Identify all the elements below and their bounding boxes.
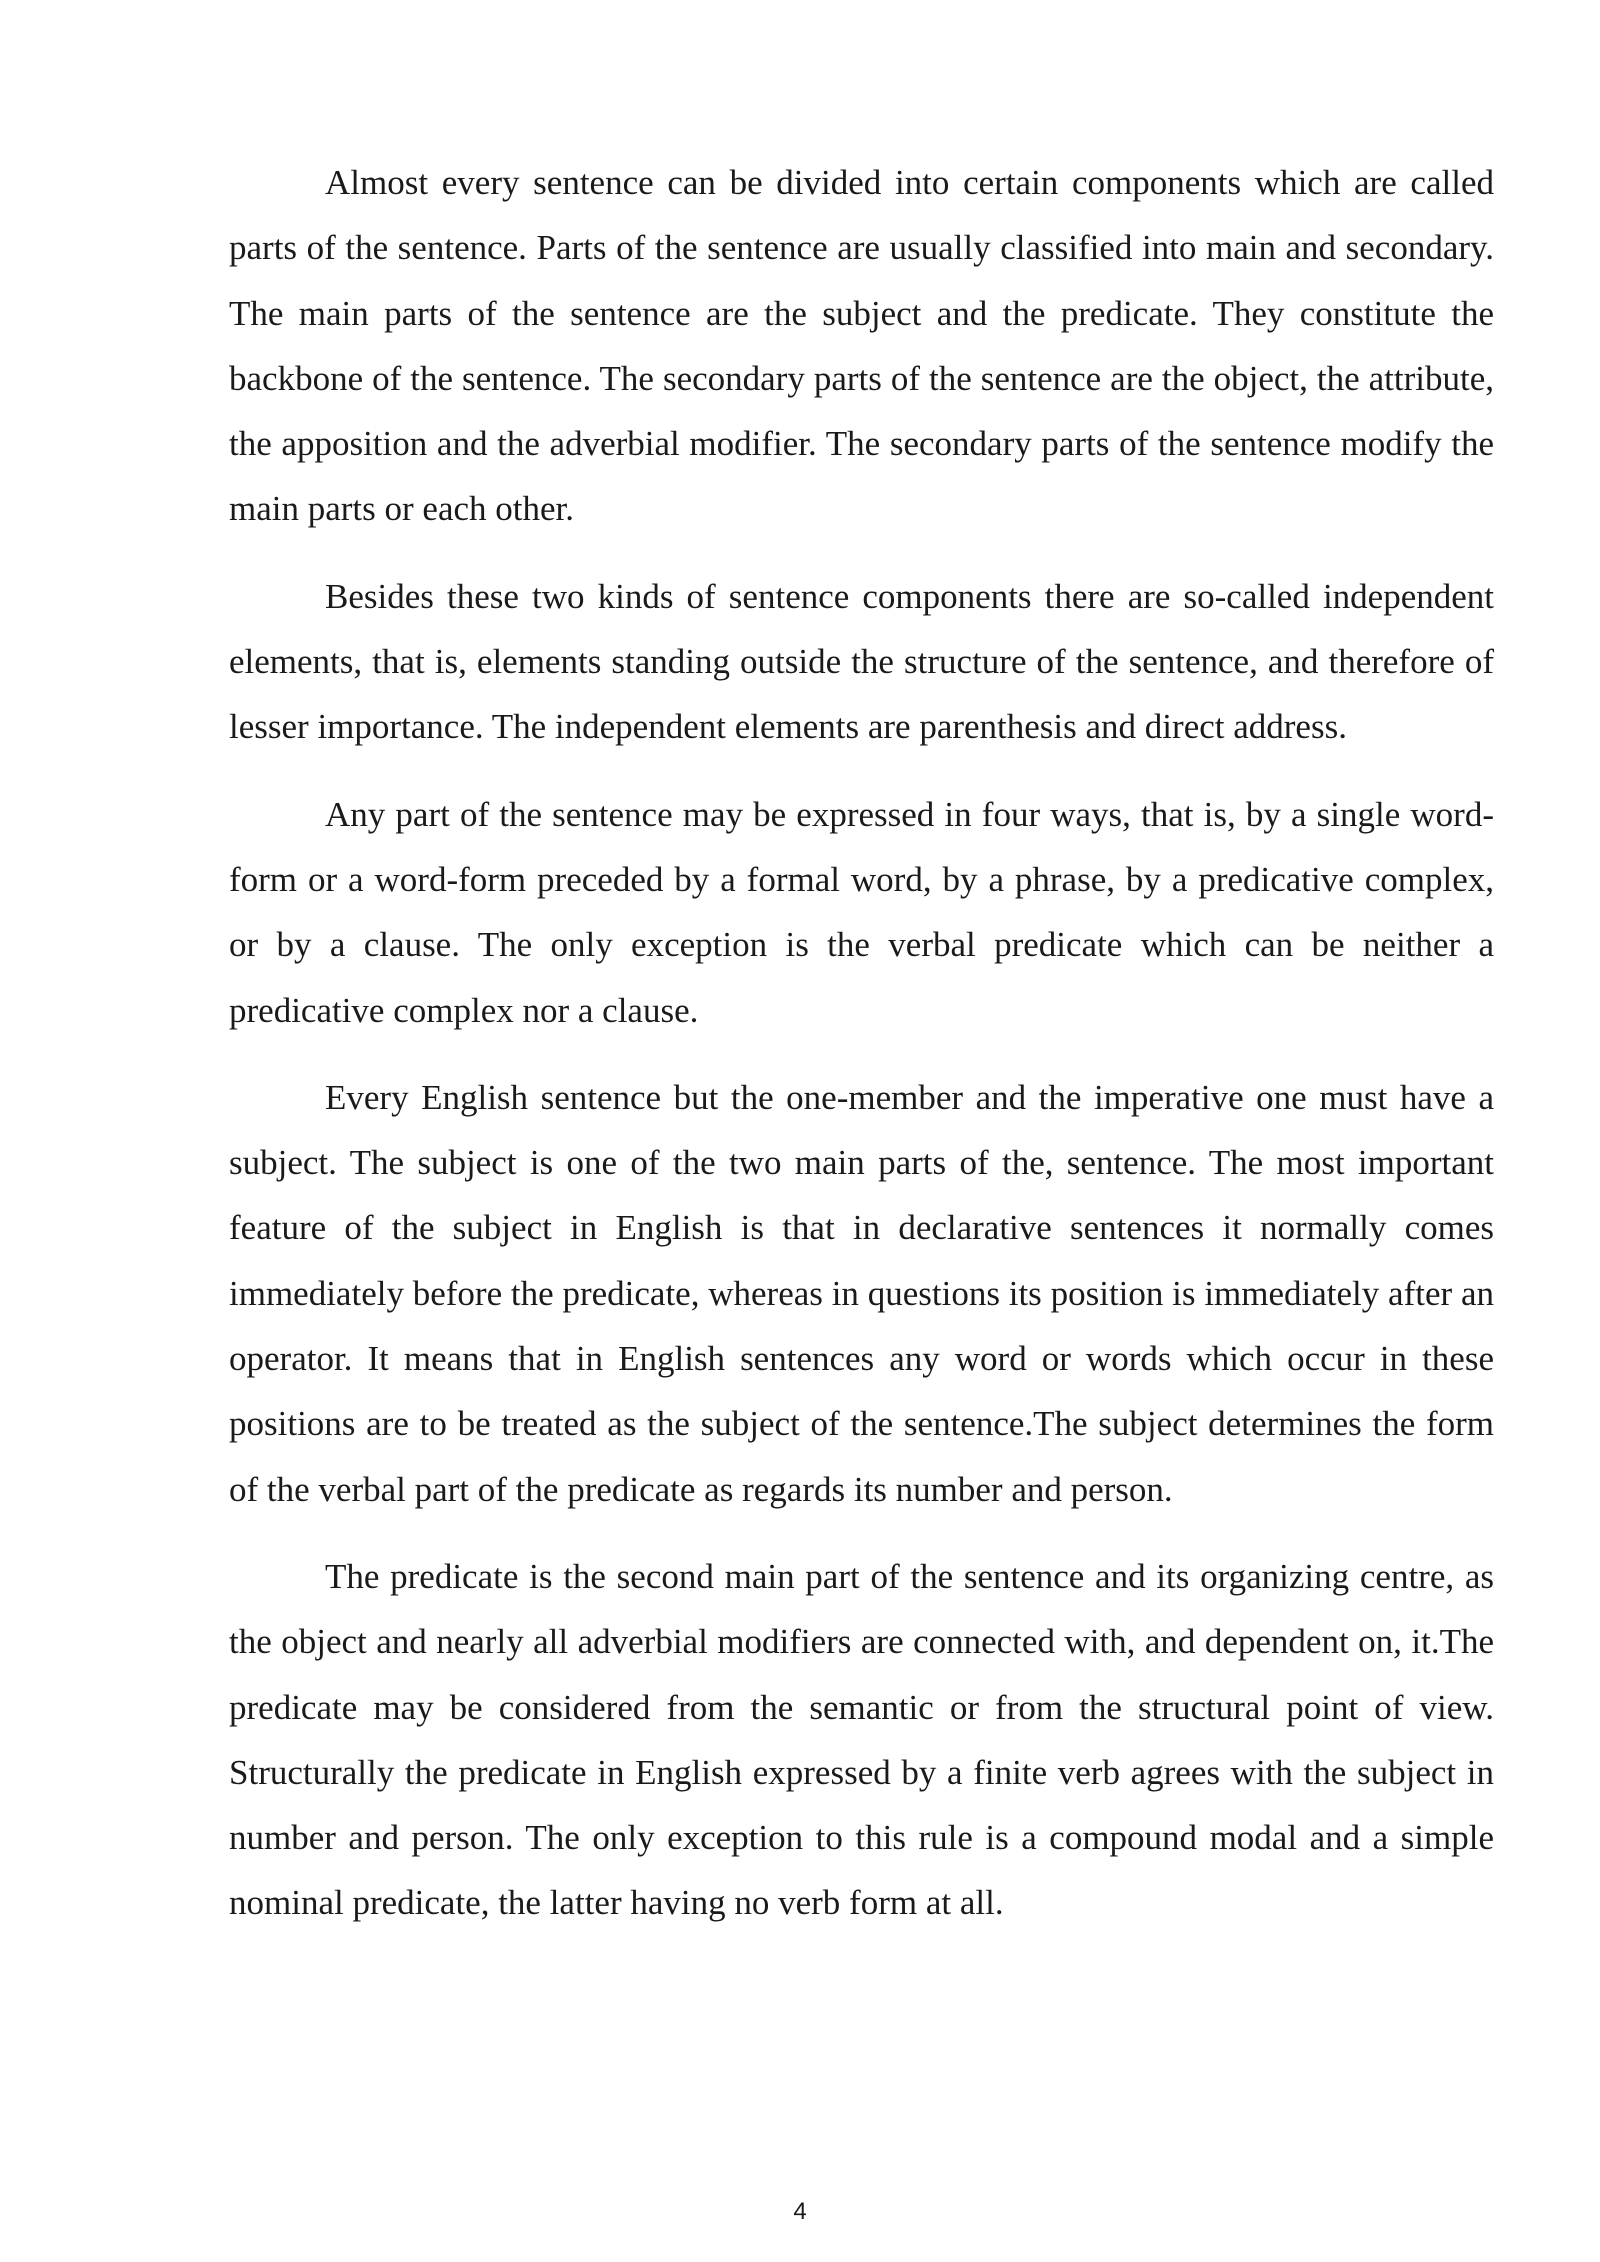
paragraph-predicate: The predicate is the second main part of the sentence and its organizing centre, as the object and nearly all adverbial modifiers are connected with, and dependent on, it.The predicate may be considered from the semantic or from the structural point of view. Structurally the predicate in English expressed by a finite verb agrees with the subject in number and person. The only exception to this rule is a compound modal and a simple nominal predicate, the latter having no verb form at all. — [229, 1556, 1494, 1923]
paragraph-independent-elements: Besides these two kinds of sentence components there are so-called independent elements, that is, elements standing outside the structure of the sentence, and therefore of lesser importance. The independent elements are parenthesis and direct address. — [229, 576, 1494, 747]
paragraph-ways-of-expression: Any part of the sentence may be expressed in four ways, that is, by a single word-form or a word-form preceded by a formal word, by a phrase, by a predicative complex, or by a clause. The only exception is the verbal predicate which can be neither a predicative complex nor a clause. — [229, 794, 1494, 1030]
paragraph-subject: Every English sentence but the one-member and the imperative one must have a subject. The subject is one of the two main parts of the, sentence. The most important feature of the subject in English is that in declarative sentences it normally comes immediately before the predicate, whereas in questions its position is immediately after an operator. It means that in English sentences any word or words which occur in these positions are to be treated as the subject of the sentence.The subject determines the form of the verbal part of the predicate as regards its number and person. — [229, 1077, 1494, 1509]
page-number: 4 — [793, 2198, 807, 2225]
paragraph-parts-of-sentence: Almost every sentence can be divided into certain components which are called parts of the sentence. Parts of the sentence are usually classified into main and secondary. The main parts of the sentence are the subject and the predicate. They constitute the backbone of the sentence. The secondary parts of the sentence are the object, the attribute, the apposition and the adverbial modifier. The secondary parts of the sentence modify the main parts or each other. — [229, 163, 1494, 529]
document-body — [229, 150, 1494, 1958]
